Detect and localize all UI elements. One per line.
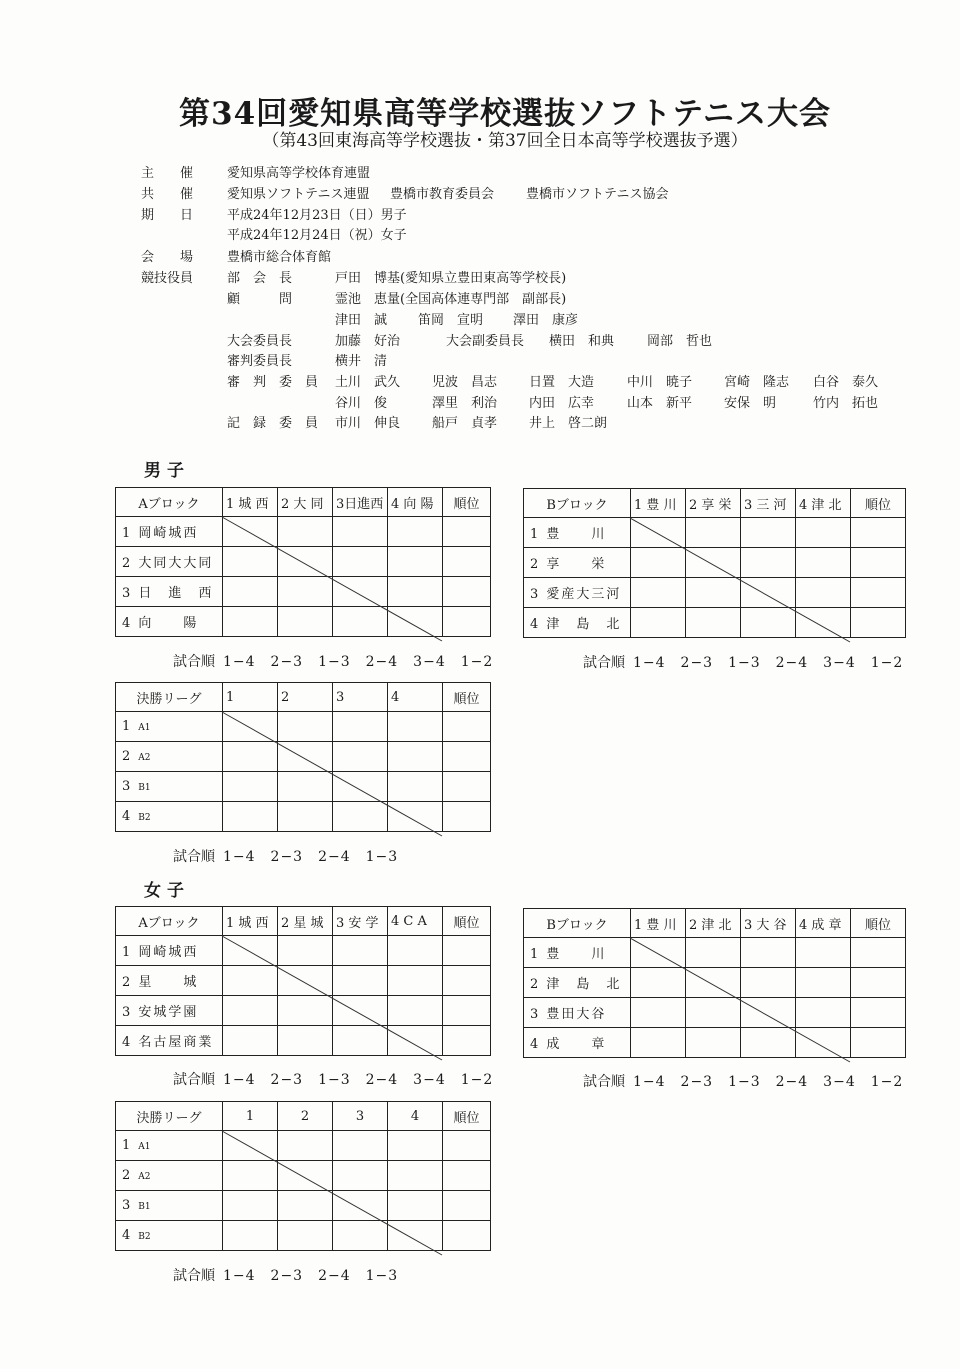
cohost-value-2: 豊橋市教育委員会 [390,187,495,202]
table-row [524,998,906,1028]
rank-cell [443,1026,491,1056]
women-b-block-col-2: 2 津 北 [686,909,741,938]
cohost-label: 共 催 [141,187,194,202]
women-b-block-match-order [583,1071,903,1091]
advisor-value-4: 澤田 康彦 [513,313,579,328]
row-number: 2 [122,1168,133,1183]
women-a-block-rank-header: 順位 [443,907,491,936]
men-b-block-col-2: 2 享 栄 [686,489,741,518]
result-cell [333,936,388,966]
date-label: 期 日 [141,208,194,223]
men-b-block-row-label-2: 2 享 栄 [524,548,631,578]
women-final-col-1: 1 [223,1102,278,1131]
men-final-col-3: 3 [333,683,388,712]
result-cell [333,1161,388,1191]
result-cell [223,712,278,742]
men-section-title: 男子 [144,461,190,481]
result-cell [278,517,333,547]
result-cell [796,548,851,578]
row-number: 1 [122,719,133,734]
table-row [116,517,491,547]
result-cell [686,608,741,638]
result-cell [388,772,443,802]
result-cell [278,996,333,1026]
vice-chair-value-2: 岡部 哲也 [647,334,713,349]
women-a-block-match-order [173,1069,493,1089]
page-title: 第34回愛知県高等学校選抜ソフトテニス大会 [179,96,831,132]
table-row [524,518,906,548]
men-final-row-label-3 [116,772,223,802]
result-cell [278,772,333,802]
women-b-block-row-label-4: 4 成 章 [524,1028,631,1058]
men-b-block-rank-header: 順位 [851,489,906,518]
row-number: 3 [122,779,133,794]
rank-cell [443,547,491,577]
referee-2-4: 山本 新平 [627,396,693,411]
result-cell [631,548,686,578]
table-row [116,1026,491,1056]
women-b-block-corner-label: Bブロック [524,909,631,938]
men-final-row-label-4 [116,802,223,832]
match-order-values: 1−4 2−3 1−3 2−4 3−4 1−2 [633,655,904,671]
referee-1-1: 土川 武久 [335,375,401,390]
advisor-value-3: 笛岡 宣明 [418,313,484,328]
result-cell [631,968,686,998]
result-cell [631,998,686,1028]
result-cell [223,1026,278,1056]
row-number: 4 [122,809,133,824]
table-row [116,1191,491,1221]
result-cell [333,742,388,772]
venue-label: 会 場 [141,250,194,265]
result-cell [796,608,851,638]
result-cell [796,938,851,968]
table-row [116,1131,491,1161]
result-cell [796,998,851,1028]
referee-1-2: 児波 昌志 [432,375,498,390]
result-cell [223,607,278,637]
row-number: 1 [122,1138,133,1153]
result-cell [278,742,333,772]
women-final-row-label-1 [116,1131,223,1161]
women-final-row-label-2 [116,1161,223,1191]
chair-value: 戸田 博基(愛知県立豊田東高等学校長) [335,271,567,286]
result-cell [686,968,741,998]
table-row [116,936,491,966]
women-b-block-row-label-3: 3 豊田大谷 [524,998,631,1028]
men-a-block-match-order [173,651,493,671]
result-cell [388,966,443,996]
rank-cell [443,577,491,607]
result-cell [278,966,333,996]
result-cell [333,966,388,996]
women-b-block-col-3: 3 大 谷 [741,909,796,938]
table-row [116,1221,491,1251]
committee-chair-value: 加藤 好治 [335,334,401,349]
table-row [524,608,906,638]
women-a-block-row-label-3: 3 安城学園 [116,996,223,1026]
result-cell [333,772,388,802]
result-cell [278,1221,333,1251]
men-final-col-4: 4 [388,683,443,712]
referee-1-3: 日置 大造 [529,375,595,390]
result-cell [223,966,278,996]
women-b-block-col-1: 1 豊 川 [631,909,686,938]
women-final-rank-header: 順位 [443,1102,491,1131]
result-cell [333,1026,388,1056]
result-cell [741,608,796,638]
advisor-value-2: 津田 誠 [335,313,388,328]
men-final-corner-label: 決勝リーグ [116,683,223,712]
result-cell [686,938,741,968]
result-cell [278,577,333,607]
result-cell [223,517,278,547]
table-row [524,548,906,578]
women-final-table [115,1101,491,1251]
table-row [524,1028,906,1058]
result-cell [333,577,388,607]
officials-label: 競技役員 [141,271,194,286]
women-b-block-table [523,908,906,1058]
result-cell [686,518,741,548]
result-cell [388,517,443,547]
result-cell [333,712,388,742]
women-final-corner-label: 決勝リーグ [116,1102,223,1131]
result-cell [631,938,686,968]
rank-cell [443,1191,491,1221]
match-order-label: 試合順 [173,654,215,670]
rank-cell [851,1028,906,1058]
result-cell [223,547,278,577]
result-cell [686,548,741,578]
result-cell [333,1131,388,1161]
table-row [116,712,491,742]
referee-chair-label: 審判委員長 [227,354,293,369]
match-order-label: 試合順 [173,849,215,865]
result-cell [741,938,796,968]
rank-cell [443,742,491,772]
men-b-block-col-4: 4 津 北 [796,489,851,518]
result-cell [388,802,443,832]
result-cell [278,802,333,832]
men-b-block-col-1: 1 豊 川 [631,489,686,518]
result-cell [223,802,278,832]
result-cell [388,712,443,742]
men-a-block-row-label-3: 3 日 進 西 [116,577,223,607]
result-cell [741,578,796,608]
table-row [524,578,906,608]
men-final-rank-header: 順位 [443,683,491,712]
result-cell [278,936,333,966]
men-final-col-2: 2 [278,683,333,712]
seed-label: B1 [138,1202,151,1212]
rank-cell [443,712,491,742]
result-cell [741,518,796,548]
rank-cell [443,966,491,996]
result-cell [223,1221,278,1251]
result-cell [741,998,796,1028]
result-cell [631,518,686,548]
result-cell [388,577,443,607]
result-cell [388,1131,443,1161]
women-final-col-2: 2 [278,1102,333,1131]
women-a-block-row-label-2: 2 星 城 [116,966,223,996]
women-a-block-col-4: 4 C A [388,907,443,936]
result-cell [278,547,333,577]
rank-cell [851,608,906,638]
seed-label: A1 [138,1142,151,1152]
vice-chair-label: 大会副委員長 [446,334,525,349]
table-row [524,968,906,998]
result-cell [686,578,741,608]
result-cell [388,607,443,637]
table-row [116,996,491,1026]
women-final-row-label-4 [116,1221,223,1251]
result-cell [333,517,388,547]
result-cell [278,1026,333,1056]
men-b-block-corner-label: Bブロック [524,489,631,518]
rank-cell [443,607,491,637]
result-cell [388,1026,443,1056]
result-cell [223,772,278,802]
women-a-block-row-label-4: 4 名古屋商業 [116,1026,223,1056]
women-final-match-order [173,1265,398,1285]
table-row [116,1161,491,1191]
host-value: 愛知県高等学校体育連盟 [227,166,371,181]
rank-cell [851,998,906,1028]
table-row [116,772,491,802]
rank-cell [851,578,906,608]
women-b-block-row-label-2: 2 津 島 北 [524,968,631,998]
vice-chair-value-1: 横田 和典 [549,334,615,349]
result-cell [388,936,443,966]
result-cell [388,1221,443,1251]
table-row [116,742,491,772]
row-number: 2 [122,749,133,764]
match-order-values: 1−4 2−3 2−4 1−3 [223,1268,399,1284]
date-women: 平成24年12月24日（祝）女子 [227,228,407,243]
result-cell [388,996,443,1026]
result-cell [278,1161,333,1191]
men-b-block-row-label-1: 1 豊 川 [524,518,631,548]
women-final-row-label-3 [116,1191,223,1221]
record-3: 井上 啓二朗 [529,416,608,431]
record-1: 市川 伸良 [335,416,401,431]
cohost-value-3: 豊橋市ソフトテニス協会 [526,187,669,202]
men-b-block-table [523,488,906,638]
seed-label: B2 [138,1232,151,1242]
date-men: 平成24年12月23日（日）男子 [227,208,407,223]
men-final-match-order [173,846,398,866]
women-final-col-4: 4 [388,1102,443,1131]
rank-cell [443,1161,491,1191]
men-final-table [115,682,491,832]
committee-chair-label: 大会委員長 [227,334,293,349]
seed-label: B1 [138,783,151,793]
result-cell [388,547,443,577]
result-cell [333,547,388,577]
result-cell [333,1191,388,1221]
men-a-block-row-label-2: 2 大同大大同 [116,547,223,577]
table-row [116,966,491,996]
advisor-value-1: 霊池 恵量(全国高体連専門部 副部長) [335,292,567,307]
rank-cell [443,802,491,832]
page-subtitle: （第43回東海高等学校選抜・第37回全日本高等学校選抜予選） [262,131,748,151]
row-number: 4 [122,1228,133,1243]
result-cell [278,1191,333,1221]
women-b-block-col-4: 4 成 章 [796,909,851,938]
seed-label: B2 [138,813,151,823]
chair-label: 部 会 長 [227,271,293,286]
result-cell [796,518,851,548]
result-cell [686,998,741,1028]
table-row [116,547,491,577]
result-cell [631,608,686,638]
men-a-block-row-label-4: 4 向 陽 [116,607,223,637]
rank-cell [443,936,491,966]
men-a-block-col-2: 2 大 同 [278,488,333,517]
referee-2-2: 澤里 利治 [432,396,498,411]
men-final-row-label-2 [116,742,223,772]
result-cell [741,1028,796,1058]
men-final-col-1: 1 [223,683,278,712]
result-cell [223,1131,278,1161]
result-cell [741,968,796,998]
rank-cell [443,517,491,547]
match-order-values: 1−4 2−3 1−3 2−4 3−4 1−2 [223,1072,494,1088]
women-b-block-row-label-1: 1 豊 川 [524,938,631,968]
men-b-block-row-label-3: 3 愛産大三河 [524,578,631,608]
women-b-block-rank-header: 順位 [851,909,906,938]
men-final-row-label-1 [116,712,223,742]
referee-1-4: 中川 暁子 [627,375,693,390]
result-cell [278,1131,333,1161]
table-row [116,577,491,607]
men-a-block-row-label-1: 1 岡崎城西 [116,517,223,547]
seed-label: A2 [138,753,151,763]
seed-label: A1 [138,723,151,733]
referee-1-6: 白谷 泰久 [813,375,879,390]
result-cell [223,996,278,1026]
record-label: 記 録 委 員 [227,416,319,431]
row-number: 3 [122,1198,133,1213]
result-cell [223,1191,278,1221]
referee-2-1: 谷川 俊 [335,396,388,411]
men-a-block-col-1: 1 城 西 [223,488,278,517]
referee-2-5: 安保 明 [724,396,777,411]
rank-cell [851,518,906,548]
match-order-values: 1−4 2−3 2−4 1−3 [223,849,399,865]
result-cell [223,742,278,772]
match-order-label: 試合順 [583,655,625,671]
result-cell [223,1161,278,1191]
match-order-label: 試合順 [173,1268,215,1284]
men-a-block-col-3: 3日進西 [333,488,388,517]
result-cell [796,1028,851,1058]
men-a-block-col-4: 4 向 陽 [388,488,443,517]
women-a-block-corner-label: Aブロック [116,907,223,936]
result-cell [631,578,686,608]
women-a-block-col-1: 1 城 西 [223,907,278,936]
women-a-block-table [115,906,491,1056]
match-order-values: 1−4 2−3 1−3 2−4 3−4 1−2 [223,654,494,670]
result-cell [333,1221,388,1251]
result-cell [223,577,278,607]
men-a-block-corner-label: Aブロック [116,488,223,517]
seed-label: A2 [138,1172,151,1182]
referee-1-5: 宮崎 隆志 [724,375,790,390]
result-cell [388,1191,443,1221]
table-row [524,938,906,968]
result-cell [333,607,388,637]
result-cell [796,578,851,608]
cohost-value-1: 愛知県ソフトテニス連盟 [227,187,370,202]
venue-value: 豊橋市総合体育館 [227,250,332,265]
women-section-title: 女子 [144,881,190,901]
women-a-block-col-2: 2 星 城 [278,907,333,936]
result-cell [631,1028,686,1058]
rank-cell [851,938,906,968]
women-a-block-row-label-1: 1 岡崎城西 [116,936,223,966]
record-2: 船戸 貞孝 [432,416,498,431]
referee-label: 審 判 委 員 [227,375,319,390]
rank-cell [851,548,906,578]
men-b-block-row-label-4: 4 津 島 北 [524,608,631,638]
match-order-label: 試合順 [173,1072,215,1088]
result-cell [388,1161,443,1191]
men-b-block-match-order [583,652,903,672]
men-a-block-rank-header: 順位 [443,488,491,517]
men-b-block-col-3: 3 三 河 [741,489,796,518]
rank-cell [851,968,906,998]
result-cell [388,742,443,772]
host-label: 主 催 [141,166,194,181]
table-row [116,802,491,832]
women-a-block-col-3: 3 安 学 [333,907,388,936]
result-cell [333,802,388,832]
match-order-values: 1−4 2−3 1−3 2−4 3−4 1−2 [633,1074,904,1090]
result-cell [796,968,851,998]
rank-cell [443,1221,491,1251]
referee-chair-value: 横井 清 [335,354,388,369]
result-cell [686,1028,741,1058]
result-cell [223,936,278,966]
women-final-col-3: 3 [333,1102,388,1131]
referee-2-6: 竹内 拓也 [813,396,879,411]
rank-cell [443,772,491,802]
result-cell [278,712,333,742]
result-cell [741,548,796,578]
men-a-block-table [115,487,491,637]
rank-cell [443,996,491,1026]
match-order-label: 試合順 [583,1074,625,1090]
table-row [116,607,491,637]
result-cell [333,996,388,1026]
referee-2-3: 内田 広幸 [529,396,595,411]
rank-cell [443,1131,491,1161]
result-cell [278,607,333,637]
advisor-label: 顧 問 [227,292,293,307]
